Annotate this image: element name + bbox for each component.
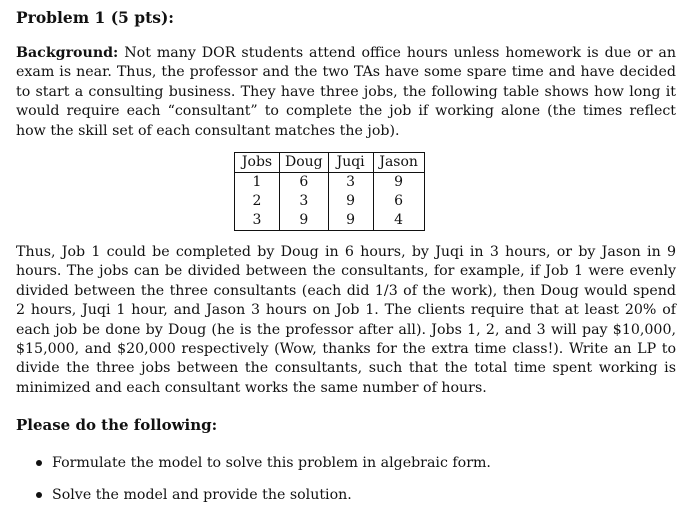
task-text: Formulate the model to solve this problem in algebraic form. [52, 455, 491, 471]
cell-jason: 4 [373, 211, 424, 231]
bullet-icon [36, 492, 42, 498]
header-doug: Doug [280, 153, 329, 173]
list-item [36, 484, 491, 516]
bullet-icon [36, 460, 42, 466]
cell-juqi: 9 [328, 192, 373, 211]
cell-doug: 6 [280, 173, 329, 193]
table-row [235, 173, 425, 193]
problem-title: Problem 1 (5 pts): [16, 8, 175, 27]
list-item [36, 452, 491, 484]
problem-description: Thus, Job 1 could be completed by Doug in 6 hours, by Juqi in 3 hours, or by Jason in 9 hours. The jobs can be divided between the consultants, for example, if Job 1 were evenly divided between the three consultants (each did 1/3 of the work), then Doug would spend 2 hours, Juqi 1 hour, and Jason 3 hours on Job 1. The clients require that at least 20% of each job be done by Doug (he is the professor after all). Jobs 1, 2, and 3 will pay $10,000, $15,000, and $20,000 respectively (Wow, thanks for the extra time class!). Write an LP to divide the three jobs between the consultants, such that the total time spent working is minimized and each consultant works the same number of hours. [16, 244, 676, 396]
header-jason: Jason [373, 153, 424, 173]
cell-doug: 9 [280, 211, 329, 231]
table-row [235, 211, 425, 231]
cell-juqi: 3 [328, 173, 373, 193]
cell-doug: 3 [280, 192, 329, 211]
table-header-row [235, 153, 425, 173]
task-text: Solve the model and provide the solution. [52, 487, 352, 503]
header-jobs: Jobs [235, 153, 280, 173]
background-lead: Background: [16, 45, 119, 61]
tasks-heading: Please do the following: [16, 416, 218, 434]
jobs-table [234, 152, 425, 231]
cell-job: 1 [235, 173, 280, 193]
table-row [235, 192, 425, 211]
cell-jason: 9 [373, 173, 424, 193]
background-paragraph [16, 44, 676, 141]
header-juqi: Juqi [328, 153, 373, 173]
background-text: Not many DOR students attend office hours unless homework is due or an exam is near. Thus, the professor and the two TAs have some spare time and have decided to start a consulting business. They have three jobs, the following table shows how long it would require each “consultant” to complete the job if working alone (the times reflect how the skill set of each consultant matches the job). [16, 45, 676, 139]
cell-jason: 6 [373, 192, 424, 211]
cell-juqi: 9 [328, 211, 373, 231]
cell-job: 2 [235, 192, 280, 211]
task-list [36, 452, 491, 516]
cell-job: 3 [235, 211, 280, 231]
